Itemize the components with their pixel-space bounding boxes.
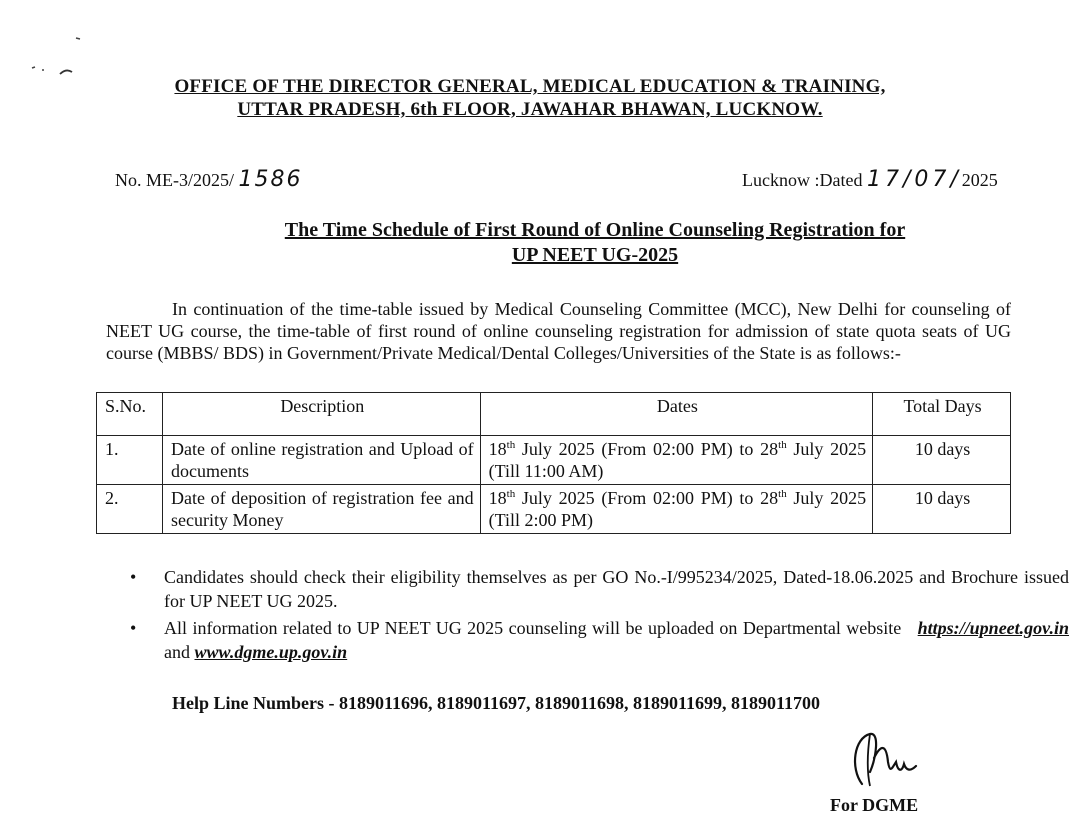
signatory-designation: For DGME: [830, 795, 919, 815]
row-description: Date of deposition of registration fee and security Money: [162, 485, 480, 534]
and-word: and: [164, 642, 190, 662]
row-description: Date of online registration and Upload of documents: [162, 436, 480, 485]
date-year: 2025: [961, 170, 998, 190]
handwritten-letter-number: 1586: [238, 167, 303, 192]
dgme-link[interactable]: www.dgme.up.gov.in: [194, 642, 348, 662]
intro-paragraph: In continuation of the time-table issued by Medical Counseling Committee (MCC), New Delhi for counseling of NEET UG course, the time-table of first round of online counseling registration for admission of state quota seats of UG course (MBBS/ BDS) in Government/Private Medical/Dental Colleges/Universities of the State is as follows:-: [106, 299, 1011, 363]
row-sno: 1.: [97, 436, 163, 485]
list-item: [130, 616, 1070, 664]
row-dates: 18th July 2025 (From 02:00 PM) to 28th July 2025 (Till 2:00 PM): [480, 485, 872, 534]
header-dates: Dates: [480, 393, 872, 436]
header-sno: S.No.: [97, 393, 163, 436]
header-total-days: Total Days: [873, 393, 1011, 436]
row-sno: 2.: [97, 485, 163, 534]
dated-prefix: Lucknow :Dated: [742, 170, 863, 190]
letter-number-prefix: No. ME-3/2025/: [115, 170, 234, 190]
scan-marks: [28, 30, 88, 80]
schedule-title-line2: UP NEET UG-2025: [511, 244, 679, 266]
signature-mark: [840, 728, 940, 792]
table-row: [97, 436, 1011, 485]
note-eligibility: Candidates should check their eligibility themselves as per GO No.-I/995234/2025, Dated-18.06.2025 and Brochure issued for UP NEET UG 2025.: [164, 567, 1069, 611]
letter-date: [742, 167, 998, 192]
schedule-title-line1: The Time Schedule of First Round of Online Counseling Registration for: [284, 219, 906, 241]
upneet-link[interactable]: https://upneet.gov.in: [917, 618, 1070, 638]
note-website: All information related to UP NEET UG 2025 counseling will be uploaded on Departmental website: [164, 618, 902, 638]
bullet-icon: •: [130, 618, 137, 638]
row-dates: 18th July 2025 (From 02:00 PM) to 28th July 2025 (Till 11:00 AM): [480, 436, 872, 485]
table-header-row: [97, 393, 1011, 436]
header-description: Description: [162, 393, 480, 436]
list-item: [130, 565, 1069, 613]
helpline-numbers: Help Line Numbers - 8189011696, 8189011697, 8189011698, 8189011699, 8189011700: [172, 693, 821, 713]
row-total-days: 10 days: [873, 485, 1011, 534]
letter-number: [115, 167, 303, 192]
handwritten-date: 17/07/: [866, 167, 962, 192]
table-row: [97, 485, 1011, 534]
bullet-icon: •: [130, 567, 137, 587]
office-header-line2: UTTAR PRADESH, 6th FLOOR, JAWAHAR BHAWAN, LUCKNOW.: [237, 99, 823, 120]
office-header-line1: OFFICE OF THE DIRECTOR GENERAL, MEDICAL EDUCATION & TRAINING,: [174, 76, 886, 97]
notes-list: [106, 565, 1069, 667]
row-total-days: 10 days: [873, 436, 1011, 485]
schedule-table: [96, 392, 1011, 534]
